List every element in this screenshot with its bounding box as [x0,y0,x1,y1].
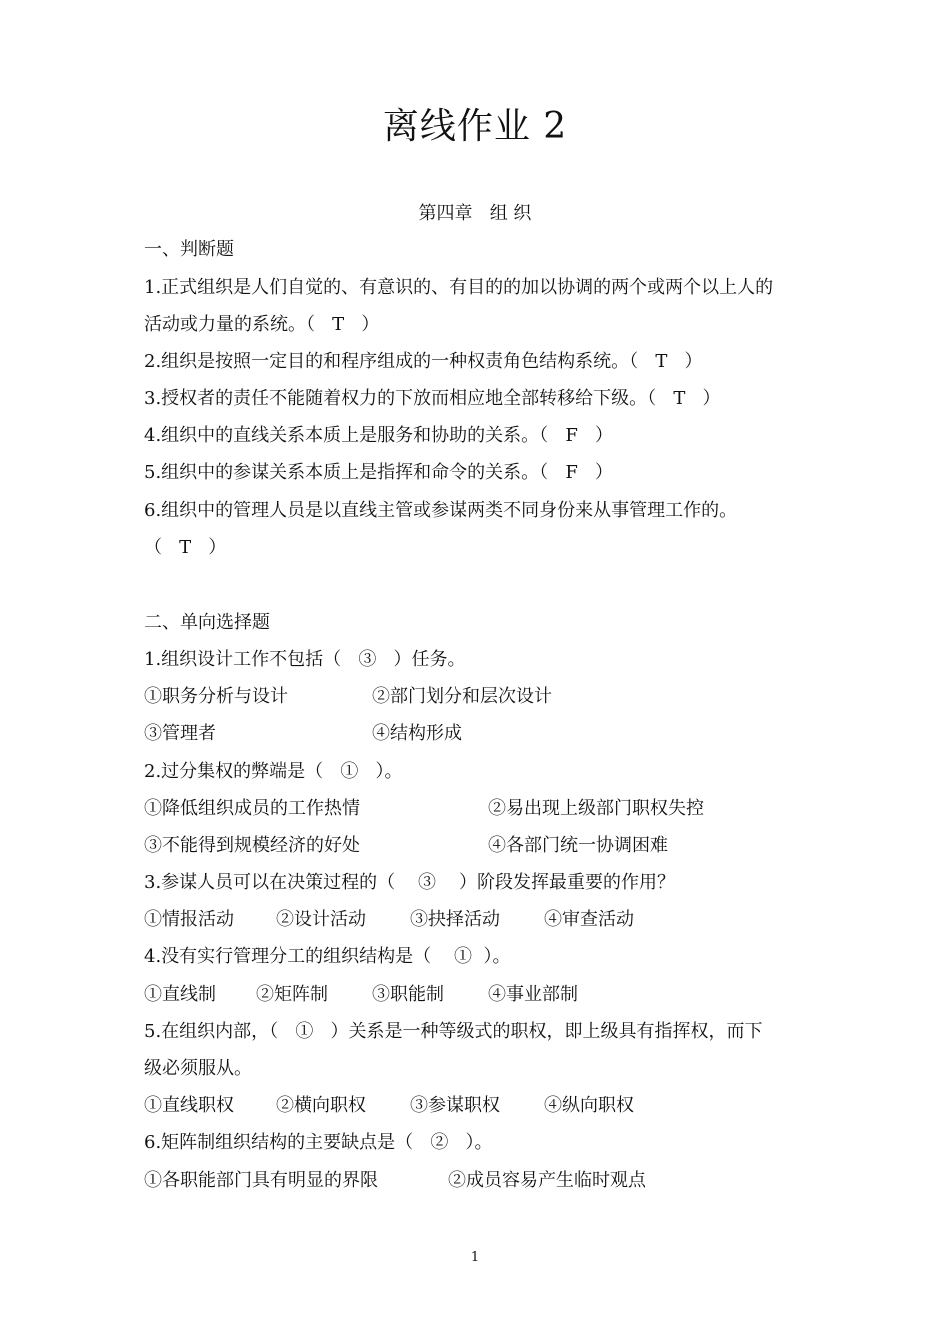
mc-q4-option-4: ④事业部制 [488,984,578,1005]
document-title: 离线作业 2 [382,106,568,147]
mc-q1-option-2: ②部门划分和层次设计 [372,686,552,707]
mc-q1-option-4: ④结构形成 [372,723,462,744]
mc-q3-option-2: ②设计活动 [276,909,366,930]
mc-question-3: 3.参谋人员可以在决策过程的（ ③ ）阶段发挥最重要的作用？ [144,872,675,893]
mc-q3-option-4: ④审查活动 [544,909,634,930]
mc-question-2: 2.过分集权的弊端是（ ① ）。 [144,761,403,782]
mc-q3-option-3: ③抉择活动 [410,909,500,930]
mc-question-5-line2: 级必须服从。 [144,1058,252,1079]
section-heading-single-choice: 二、单向选择题 [144,612,270,633]
mc-q5-option-3: ③参谋职权 [410,1095,500,1116]
tf-question-4: 4.组织中的直线关系本质上是服务和协助的关系。（ F ） [144,425,613,446]
mc-q5-option-1: ①直线职权 [144,1095,234,1116]
mc-q1-option-3: ③管理者 [144,723,216,744]
tf-question-3: 3.授权者的责任不能随着权力的下放而相应地全部转移给下级。（ T ） [144,388,721,409]
mc-q2-option-1: ①降低组织成员的工作热情 [144,798,360,819]
mc-question-1: 1.组织设计工作不包括（ ③ ）任务。 [144,649,466,670]
mc-q2-option-3: ③不能得到规模经济的好处 [144,835,360,856]
mc-q6-option-1: ①各职能部门具有明显的界限 [144,1170,378,1191]
tf-question-1-line1: 1.正式组织是人们自觉的、有意识的、有目的的加以协调的两个或两个以上人的 [144,277,774,298]
mc-question-4: 4.没有实行管理分工的组织结构是（ ① ）。 [144,946,511,967]
mc-question-5-line1: 5.在组织内部，（ ① ）关系是一种等级式的职权，即上级具有指挥权，而下 [144,1021,763,1042]
mc-q4-option-1: ①直线制 [144,984,216,1005]
tf-question-5: 5.组织中的参谋关系本质上是指挥和命令的关系。（ F ） [144,462,613,483]
mc-q2-option-4: ④各部门统一协调困难 [488,835,668,856]
chapter-heading: 第四章 组 织 [418,203,532,224]
mc-q3-option-1: ①情报活动 [144,909,234,930]
mc-question-6: 6.矩阵制组织结构的主要缺点是（ ② ）。 [144,1132,493,1153]
mc-q4-option-2: ②矩阵制 [256,984,328,1005]
mc-q5-option-4: ④纵向职权 [544,1095,634,1116]
mc-q1-option-1: ①职务分析与设计 [144,686,288,707]
tf-question-6-line1: 6.组织中的管理人员是以直线主管或参谋两类不同身份来从事管理工作的。 [144,500,738,521]
tf-question-1-line2: 活动或力量的系统。（ T ） [144,314,380,335]
section-heading-true-false: 一、判断题 [144,239,234,260]
tf-question-2: 2.组织是按照一定目的和程序组成的一种权责角色结构系统。（ T ） [144,351,703,372]
page-number: 1 [470,1250,480,1265]
mc-q5-option-2: ②横向职权 [276,1095,366,1116]
tf-question-6-line2: （ T ） [144,537,227,558]
mc-q2-option-2: ②易出现上级部门职权失控 [488,798,704,819]
mc-q6-option-2: ②成员容易产生临时观点 [448,1170,646,1191]
mc-q4-option-3: ③职能制 [372,984,444,1005]
